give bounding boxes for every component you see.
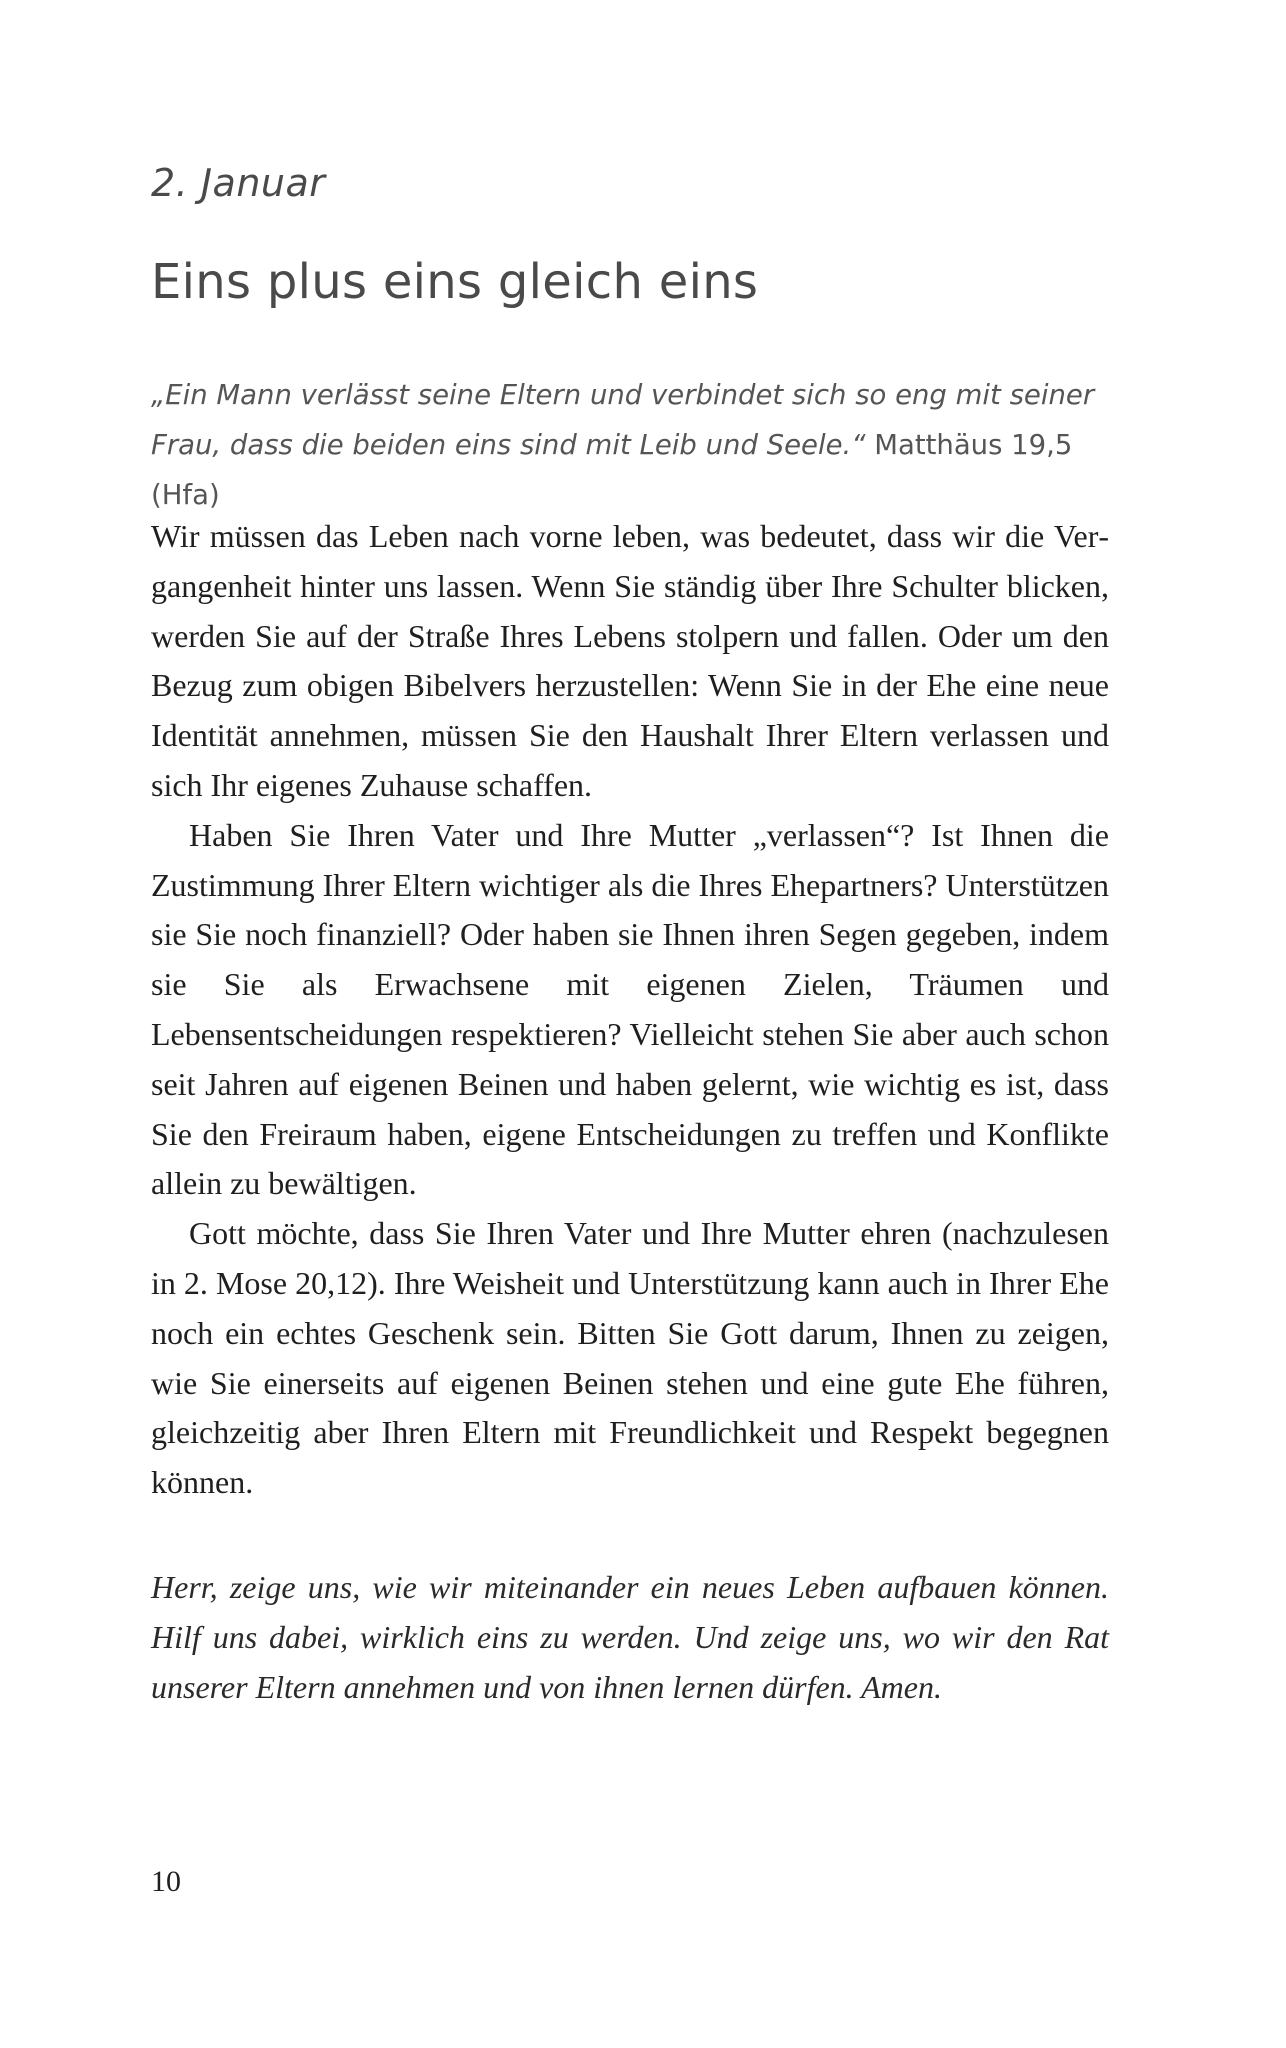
entry-title: Eins plus eins gleich eins xyxy=(151,254,759,310)
body-paragraph: Haben Sie Ihren Vater und Ihre Mutter „verlassen“? Ist Ihnen die Zustimmung Ihrer Eltern wichtiger als die Ihres Ehepartners? Unterstützen sie Sie noch finanziell? Oder haben sie Ihnen ihren Segen gegeben, indem sie Sie als Erwachsene mit eigenen Zielen, Träumen und Lebensentscheidungen respektieren? Vielleicht stehen Sie aber auch schon seit Jahren auf eigenen Beinen und haben gelernt, wie wichtig es ist, dass Sie den Freiraum haben, eigene Entscheidungen zu treffen und Konflikte allein zu bewältigen. xyxy=(151,816,1109,1202)
entry-date: 2. Januar xyxy=(151,161,326,205)
body-paragraph: Wir müssen das Leben nach vorne leben, was bedeutet, dass wir die Vergangenheit hinter uns lassen. Wenn Sie ständig über Ihre Schulter blicken, werden Sie auf der Straße Ihres Lebens stolpern und fallen. Oder um den Bezug zum obigen Bibelvers herzustellen: Wenn Sie in der Ehe eine neue Identität annehmen, müssen Sie den Haushalt Ihrer Eltern verlassen und sich Ihr eigenes Zuhause schaffen. xyxy=(151,518,1109,803)
verse-reference: Matthäus 19,5 (Hfa) xyxy=(151,429,1073,511)
bible-verse xyxy=(151,370,1109,520)
body-paragraph: Gott möchte, dass Sie Ihren Vater und Ihre Mutter ehren (nachzulesen in 2. Mose 20,12). Ihre Weisheit und Unterstützung kann auch in Ihrer Ehe noch ein echtes Geschenk sein. Bitten Sie Gott darum, Ihnen zu zeigen, wie Sie einerseits auf eigenen Beinen stehen und eine gute Ehe führen, gleichzeitig aber Ihren Eltern mit Freundlichkeit und Respekt begegnen können. xyxy=(151,1215,1109,1501)
verse-quote: „Ein Mann verlässt seine Eltern und verbindet sich so eng mit seiner Frau, dass die beiden eins sind mit Leib und Seele.“ xyxy=(151,379,1095,461)
page-number: 10 xyxy=(151,1865,181,1898)
prayer-text: Herr, zeige uns, wie wir miteinander ein neues Leben aufbauen können. Hilf uns dabei, wirklich eins zu werden. Und zeige uns, wo wir den Rat unserer Eltern annehmen und von ihnen lernen dürfen. Amen. xyxy=(151,1569,1109,1705)
body-text xyxy=(151,512,1109,1508)
